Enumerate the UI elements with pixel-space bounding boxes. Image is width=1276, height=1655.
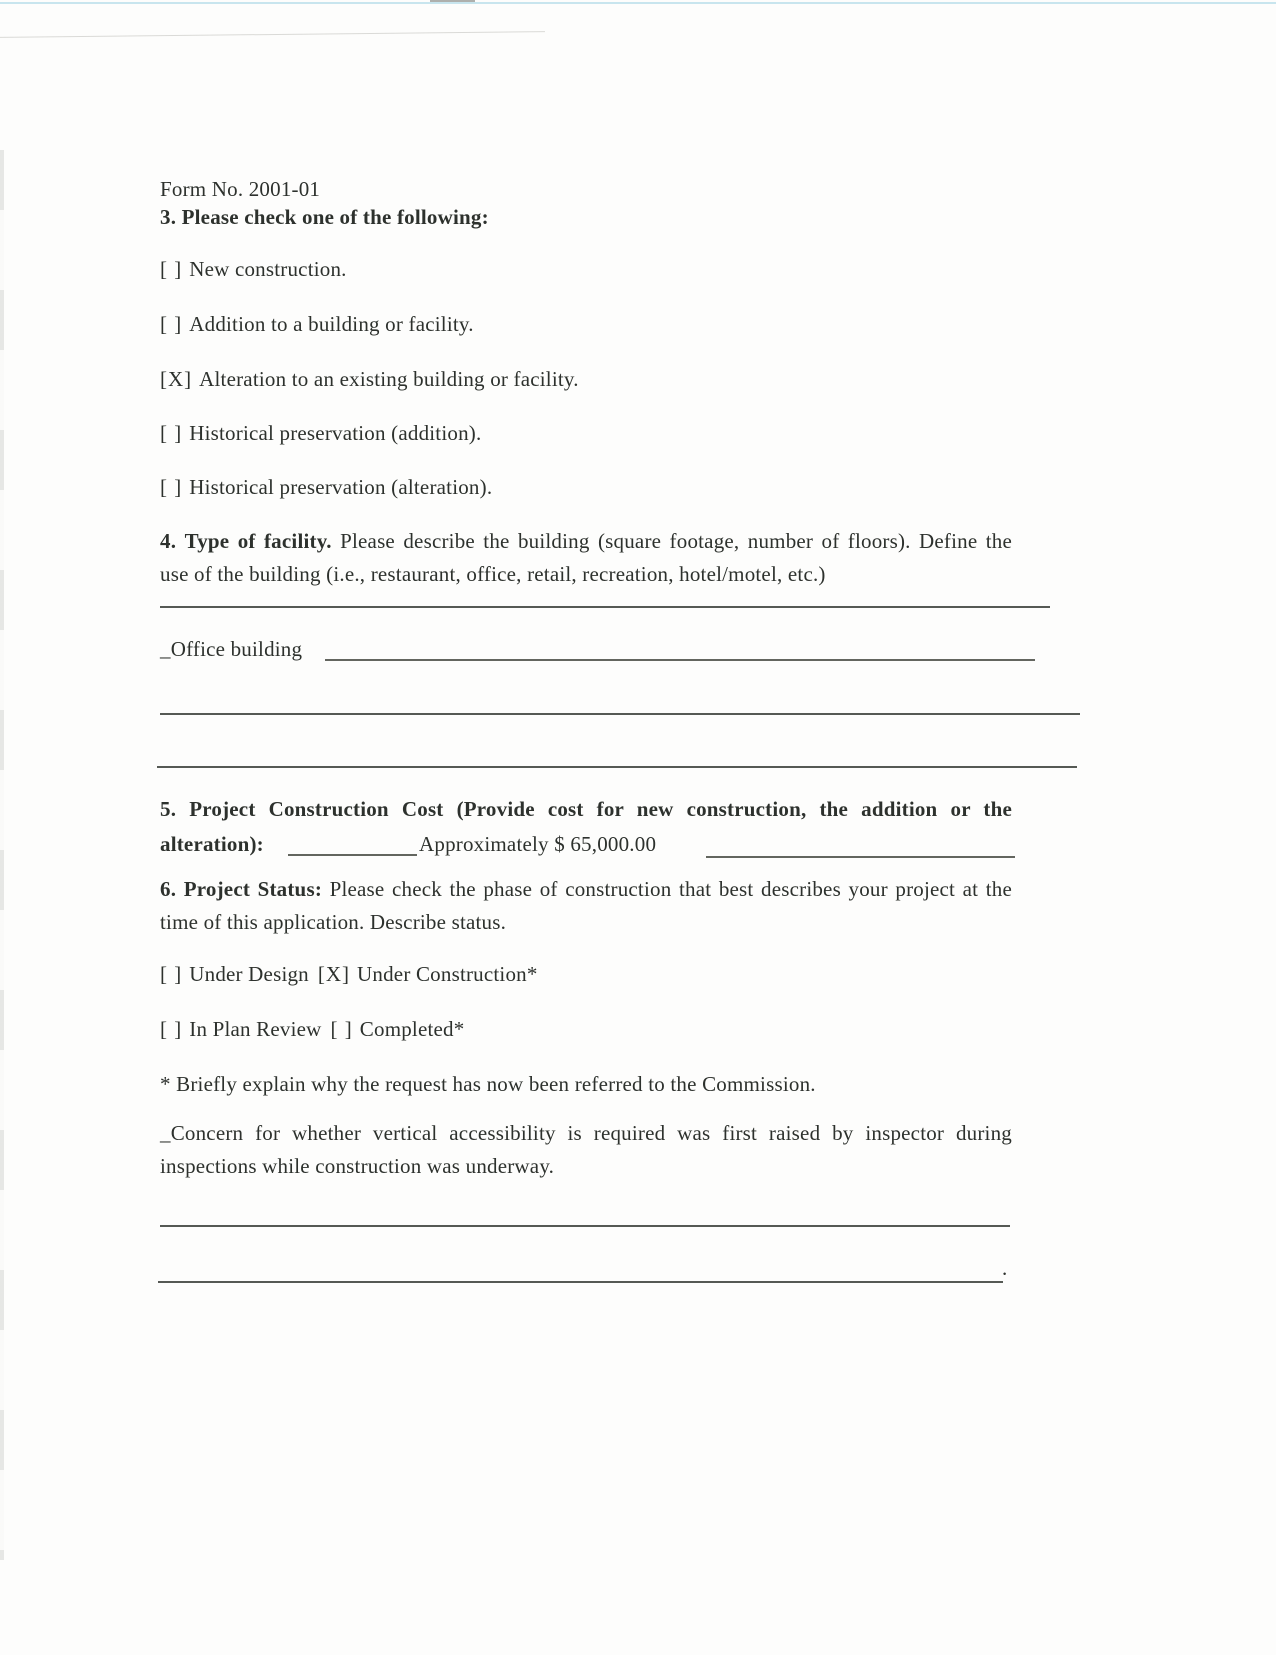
section3-number: 3. (160, 205, 177, 229)
section3-heading (160, 204, 489, 230)
section4-heading-text: Type of facility. (184, 529, 332, 553)
status-answer-line2: inspections while construction was underway. (160, 1154, 555, 1178)
option-addition (160, 311, 474, 337)
form-number: Form No. 2001-01 (160, 177, 321, 201)
section6-desc-line2: time of this application. Describe status. (160, 910, 507, 934)
status-blank-line-1[interactable] (160, 1225, 1010, 1227)
section4-heading-line (160, 528, 1012, 554)
status-answer-line1: _Concern for whether vertical accessibility is required was first raised by inspector during (160, 1121, 1012, 1145)
option-label-new-construction: New construction. (189, 257, 347, 281)
option-alteration (160, 366, 579, 392)
scan-artifact-top-arc (0, 31, 545, 38)
checkbox-new-construction[interactable]: [ ] (160, 257, 183, 281)
option-label-addition: Addition to a building or facility. (189, 312, 474, 336)
checkbox-addition[interactable]: [ ] (160, 312, 183, 336)
scan-artifact-top-smudge (430, 0, 475, 2)
status-options-row1 (160, 961, 547, 987)
section4-desc-line1: Please describe the building (square footage, number of floors). Define the (340, 529, 1013, 553)
scan-artifact-top-edge (0, 2, 1276, 4)
checkbox-in-plan-review[interactable]: [ ] (160, 1017, 183, 1041)
section6-footnote: * Briefly explain why the request has now been referred to the Commission. (160, 1072, 816, 1096)
checkbox-historical-alteration[interactable]: [ ] (160, 475, 183, 499)
option-label-under-design: Under Design (189, 962, 309, 986)
section5-number: 5. (160, 797, 177, 821)
section5-heading-text-line1: Project Construction Cost (Provide cost for new construction, the addition or the (189, 797, 1012, 821)
option-label-alteration: Alteration to an existing building or facility. (199, 367, 579, 391)
checkbox-under-design[interactable]: [ ] (160, 962, 183, 986)
cost-blank-line-1[interactable] (288, 854, 417, 856)
option-historical-alteration (160, 474, 492, 500)
section5-heading-text-line2: alteration): (160, 832, 264, 856)
checkbox-under-construction[interactable]: [X] (317, 962, 351, 986)
section5-heading-line1 (160, 796, 1012, 822)
section6-heading-text: Project Status: (183, 877, 323, 901)
option-label-historical-alteration: Historical preservation (alteration). (189, 475, 493, 499)
option-label-completed: Completed* (359, 1017, 465, 1041)
checkbox-alteration[interactable]: [X] (160, 367, 193, 391)
option-label-under-construction: Under Construction* (357, 962, 538, 986)
option-label-historical-addition: Historical preservation (addition). (189, 421, 482, 445)
section6-desc-line1: Please check the phase of construction that best describes your project at the (329, 877, 1013, 901)
scan-artifact-left-edge (0, 150, 4, 1560)
facility-answer-underline[interactable] (325, 659, 1035, 661)
facility-answer-line-2[interactable] (160, 713, 1080, 715)
section3-heading-text: Please check one of the following: (181, 205, 489, 229)
section4-number: 4. (160, 529, 177, 553)
status-options-row2 (160, 1016, 473, 1042)
facility-answer-line-1[interactable] (160, 606, 1050, 608)
section4-desc-line2: use of the building (i.e., restaurant, office, retail, recreation, hotel/motel, etc.) (160, 562, 826, 586)
section6-heading-line1 (160, 876, 1012, 902)
status-blank-line-2[interactable] (158, 1281, 1003, 1283)
section6-number: 6. (160, 877, 177, 901)
cost-answer-text: Approximately $ 65,000.00 (419, 832, 657, 856)
facility-answer-line-3[interactable] (157, 766, 1077, 768)
trailing-period: . (1002, 1256, 1008, 1280)
checkbox-completed[interactable]: [ ] (330, 1017, 353, 1041)
option-label-in-plan-review: In Plan Review (189, 1017, 322, 1041)
facility-answer-text: _Office building (160, 637, 303, 661)
cost-blank-line-2[interactable] (706, 856, 1015, 858)
option-historical-addition (160, 420, 481, 446)
checkbox-historical-addition[interactable]: [ ] (160, 421, 183, 445)
option-new-construction (160, 256, 347, 282)
